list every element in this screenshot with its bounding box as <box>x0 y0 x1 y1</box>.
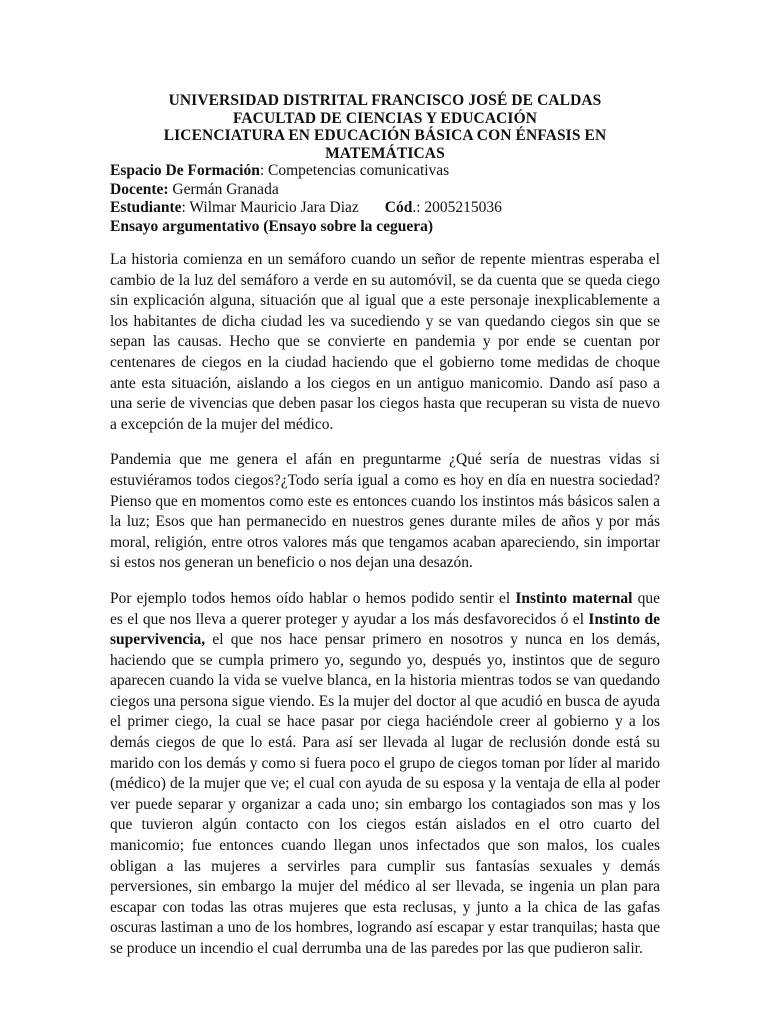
paragraph-2: Pandemia que me genera el afán en preguntarme ¿Qué sería de nuestras vidas si estuviéramos todos ciegos?¿Todo sería igual a como es hoy en día en nuestra sociedad? Pienso que en momentos como este es entonces cuando los instintos más básicos salen a la luz; Esos que han permanecido en nuestros genes durante miles de años y por más moral, religión, entre otros valores más que tengamos acaban apareciendo, sin importar si estos nos generan un beneficio o nos dejan una desazón. <box>110 451 660 572</box>
program-name-line2: MATEMÁTICAS <box>325 144 445 162</box>
meta-espacio <box>110 162 660 181</box>
cod-label: Cód <box>384 199 413 216</box>
paragraph-3-part-c: que es el que nos lleva a querer proteger y ayudar a los más desfavorecidos ó el <box>110 589 660 628</box>
meta-docente <box>110 181 660 200</box>
estudiante-value: : Wilmar Mauricio Jara Diaz <box>181 199 359 216</box>
document-page <box>110 92 660 960</box>
document-header <box>110 92 660 162</box>
instinto-supervivencia: Instinto de supervivencia, <box>110 610 660 649</box>
program-name-line1: LICENCIATURA EN EDUCACIÓN BÁSICA CON ÉNFASIS EN <box>163 127 607 144</box>
paragraph-3 <box>110 589 660 960</box>
paragraph-3-part-a: Por ejemplo todos hemos oído hablar o hemos podido sentir el <box>110 589 516 607</box>
essay-title <box>110 218 660 237</box>
instinto-maternal: Instinto maternal <box>515 589 633 607</box>
meta-estudiante <box>110 199 660 218</box>
cod-value: .: 2005215036 <box>412 199 502 216</box>
essay-title-text: Ensayo argumentativo (Ensayo sobre la ceguera) <box>110 217 434 235</box>
essay-body <box>110 250 660 960</box>
faculty-name: FACULTAD DE CIENCIAS Y EDUCACIÓN <box>232 109 538 127</box>
university-name: UNIVERSIDAD DISTRITAL FRANCISCO JOSÉ DE CALDAS <box>168 92 602 109</box>
espacio-value: : Competencias comunicativas <box>259 162 450 179</box>
document-meta <box>110 162 660 236</box>
paragraph-1: La historia comienza en un semáforo cuando un señor de repente mientras esperaba el cambio de la luz del semáforo a verde en su automóvil, se da cuenta que se queda ciego sin explicación alguna, situación que al igual que a este personaje inexplicablemente a los habitantes de dicha ciudad les va sucediendo y se van quedando ciegos sin que se sepan las causas. Hecho que se convierte en pandemia y por ende se cuentan por centenares de ciegos en la ciudad haciendo que el gobierno tome medidas de choque ante esta situación, aislando a los ciegos en un antiguo manicomio. Dando así paso a una serie de vivencias que deben pasar los ciegos hasta que recuperan su vista de nuevo a excepción de la mujer del médico. <box>110 251 660 433</box>
docente-label: Docente: <box>110 180 169 198</box>
estudiante-label: Estudiante <box>110 199 182 216</box>
espacio-label: Espacio De Formación <box>110 162 260 179</box>
docente-value: Germán Granada <box>168 180 279 198</box>
paragraph-3-part-e: el que nos hace pensar primero en nosotros y nunca en los demás, haciendo que se cumpla primero yo, segundo yo, después yo, instintos que de seguro aparecen cuando la vida se vuelve blanca, en la historia mientras todos se van quedando ciegos una persona sigue viendo. Es la mujer del doctor al que acudió en busca de ayuda el primer ciego, la cual se hace pasar por ciega haciéndole creer al gobierno y a los demás ciegos de que lo está. Para así ser llevada al lugar de reclusión donde está su marido con los demás y como si fuera poco el grupo de ciegos toman por líder al marido (médico) de la mujer que ve; el cual con ayuda de su esposa y la ventaja de ella al poder ver puede separar y organizar a cada uno; sin embargo los contagiados son mas y los que tuvieron algún contacto con los ciegos están aislados en el otro cuarto del manicomio; fue entonces cuando llegan unos infectados que son malos, los cuales obligan a las mujeres a servirles para cumplir sus fantasías sexuales y demás perversiones, sin embargo la mujer del médico al ser llevada, se ingenia un plan para escapar con todas las otras mujeres que esta reclusas, y junto a la chica de las gafas oscuras lastiman a uno de los hombres, logrando así escapar y estar tranquilas; hasta que se produce un incendio el cual derrumba una de las paredes por las que pudieron salir. <box>110 631 660 957</box>
